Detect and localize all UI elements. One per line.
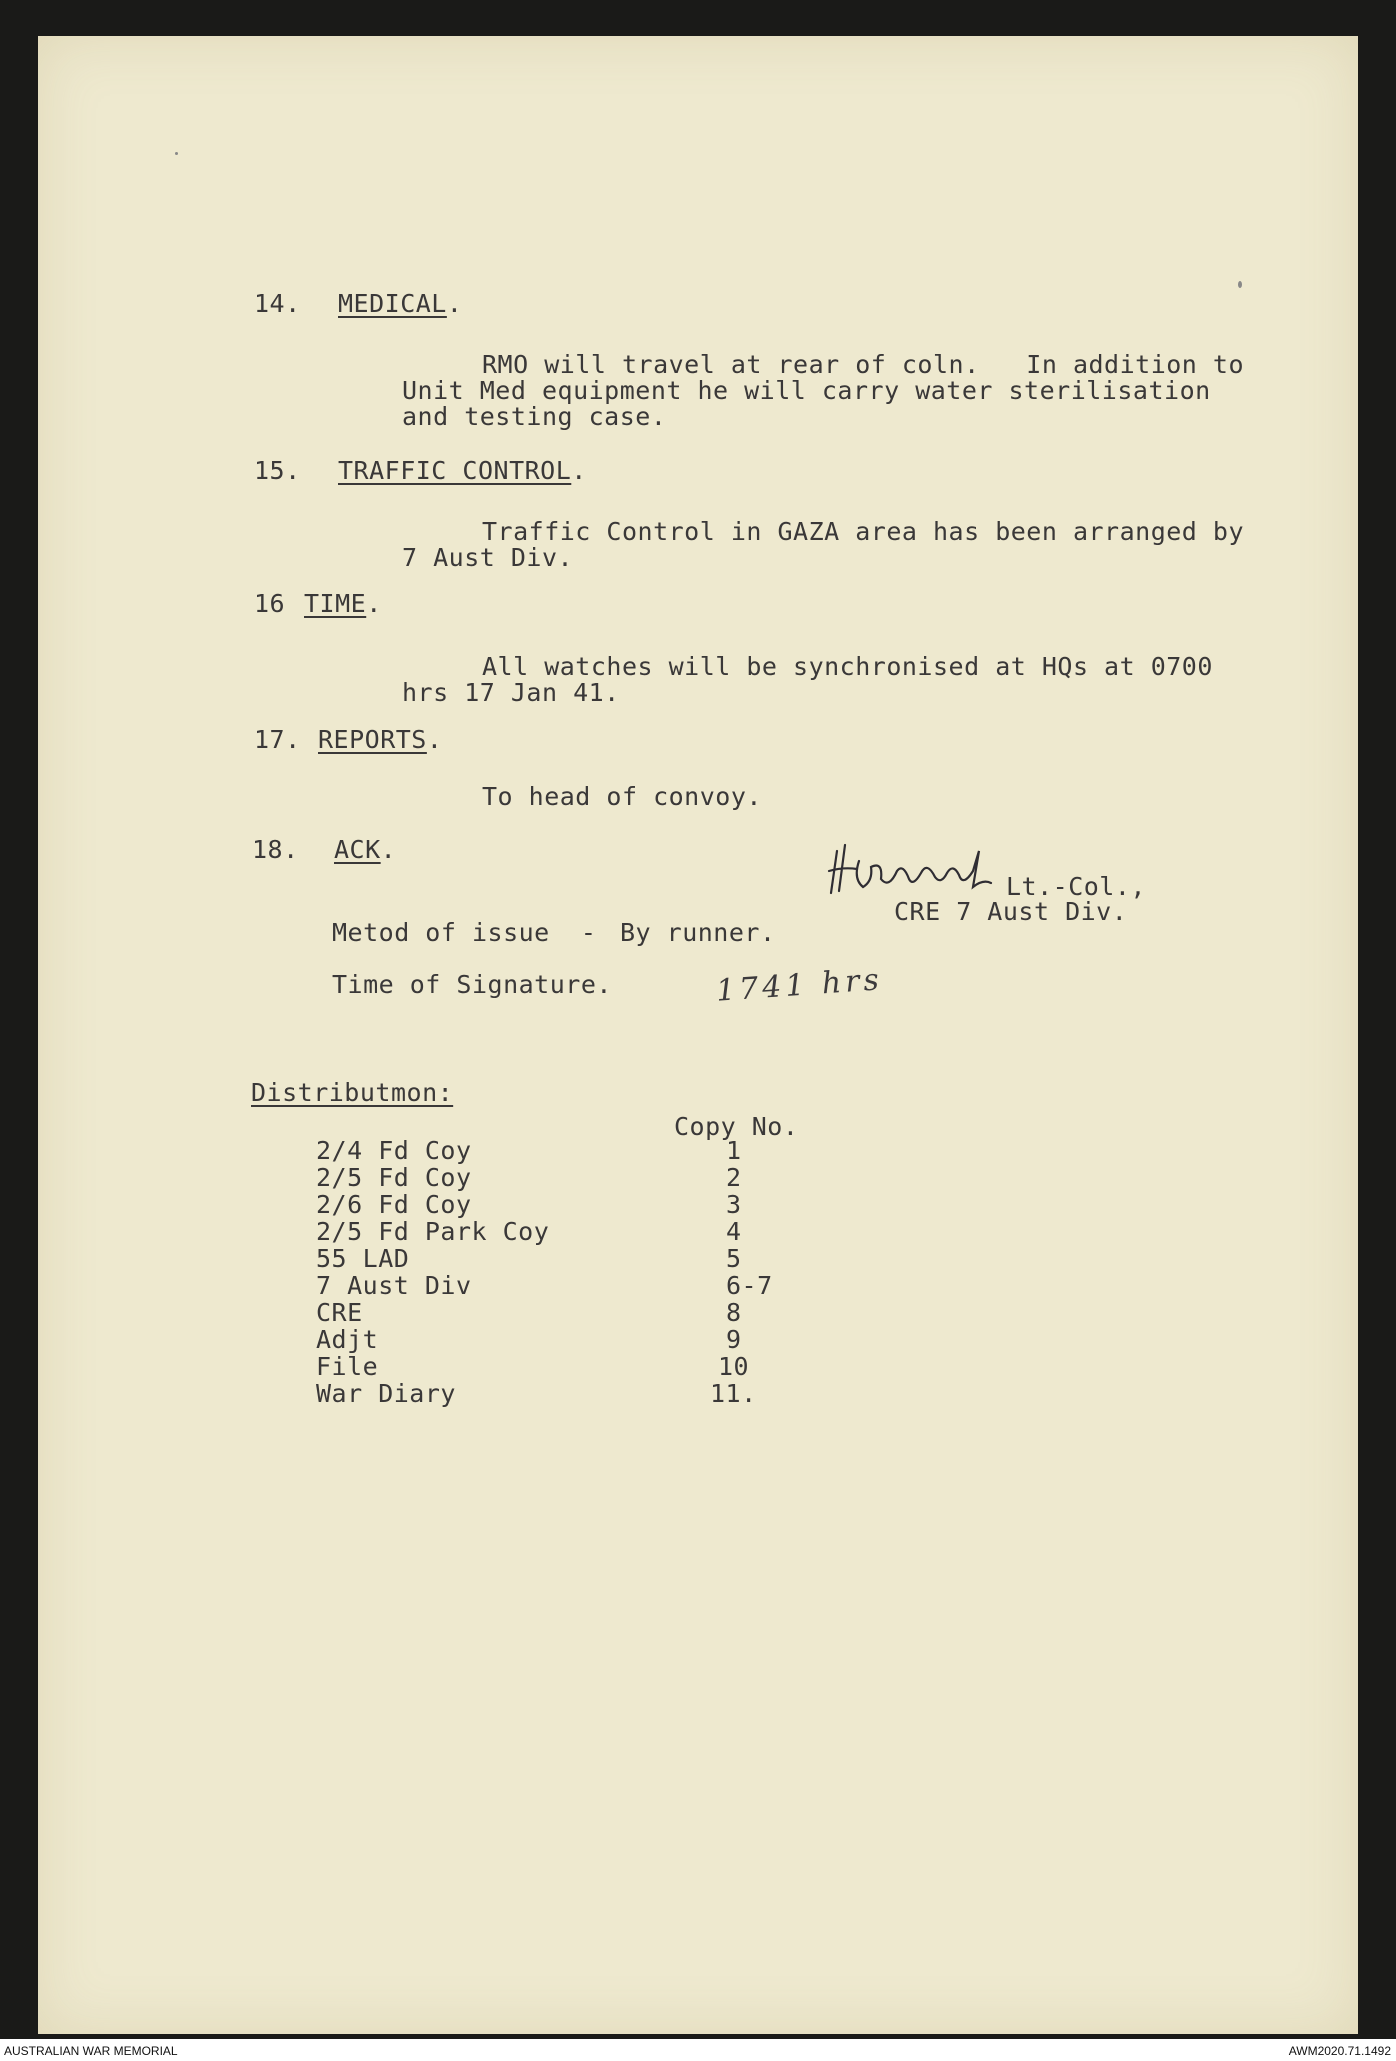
distribution-unit: File <box>316 1352 379 1381</box>
distribution-copy: 9 <box>726 1325 742 1354</box>
section-16-line-2: hrs 17 Jan 41. <box>402 678 620 707</box>
section-15-line-1: Traffic Control in GAZA area has been arranged by <box>482 517 1245 546</box>
section-17-heading: REPORTS. <box>318 725 443 754</box>
section-15-heading: TRAFFIC CONTROL. <box>338 456 587 485</box>
document-page <box>38 36 1358 2034</box>
section-14-line-2: Unit Med equipment he will carry water sterilisation <box>402 376 1211 405</box>
section-15-number: 15. <box>254 456 301 485</box>
distribution-copy: 4 <box>726 1217 742 1246</box>
section-16-line-1: All watches will be synchronised at HQs at 0700 <box>482 652 1213 681</box>
distribution-copy: 8 <box>726 1298 742 1327</box>
time-of-signature-label: Time of Signature. <box>332 970 612 999</box>
distribution-unit: CRE <box>316 1298 363 1327</box>
section-17-line-1: To head of convoy. <box>482 782 762 811</box>
section-15-line-2: 7 Aust Div. <box>402 543 574 572</box>
footer-institution: AUSTRALIAN WAR MEMORIAL <box>4 2044 178 2058</box>
signatory-title: CRE 7 Aust Div. <box>894 897 1128 926</box>
distribution-copy: 1 <box>726 1136 742 1165</box>
distribution-copy: 3 <box>726 1190 742 1219</box>
distribution-unit: Adjt <box>316 1325 379 1354</box>
distribution-unit: 2/5 Fd Park Coy <box>316 1217 550 1246</box>
distribution-unit: War Diary <box>316 1379 456 1408</box>
copy-number-header: Copy No. <box>674 1112 799 1141</box>
section-16-heading: TIME. <box>304 589 382 618</box>
section-17-number: 17. <box>254 725 301 754</box>
section-14-heading: MEDICAL. <box>338 289 463 318</box>
distribution-copy: 6-7 <box>726 1271 773 1300</box>
time-of-signature-handwritten: 1741 hrs <box>714 962 884 1009</box>
distribution-unit: 2/6 Fd Coy <box>316 1190 472 1219</box>
ink-speck <box>1238 281 1242 288</box>
distribution-copy: 2 <box>726 1163 742 1192</box>
section-16-number: 16 <box>254 589 286 618</box>
section-14-line-3: and testing case. <box>402 402 667 431</box>
footer-accession-number: AWM2020.71.1492 <box>1288 2044 1391 2058</box>
distribution-copy: 5 <box>726 1244 742 1273</box>
distribution-unit: 55 LAD <box>316 1244 410 1273</box>
distribution-unit: 2/4 Fd Coy <box>316 1136 472 1165</box>
signatory-rank: Lt.-Col., <box>1006 872 1146 901</box>
section-18-number: 18. <box>252 835 299 864</box>
distribution-copy: 11. <box>710 1379 757 1408</box>
section-14-line-1: RMO will travel at rear of coln. In addition to <box>482 350 1245 379</box>
distribution-unit: 2/5 Fd Coy <box>316 1163 472 1192</box>
section-14-number: 14. <box>254 289 301 318</box>
distribution-unit: 7 Aust Div <box>316 1271 472 1300</box>
distribution-heading: Distributmon: <box>251 1078 454 1107</box>
method-of-issue-label: Metod of issue - <box>332 918 597 947</box>
method-of-issue-value: By runner. <box>620 918 776 947</box>
section-18-heading: ACK. <box>334 835 397 864</box>
ink-speck <box>175 152 178 155</box>
archive-footer <box>0 2039 1396 2061</box>
distribution-copy: 10 <box>718 1352 750 1381</box>
